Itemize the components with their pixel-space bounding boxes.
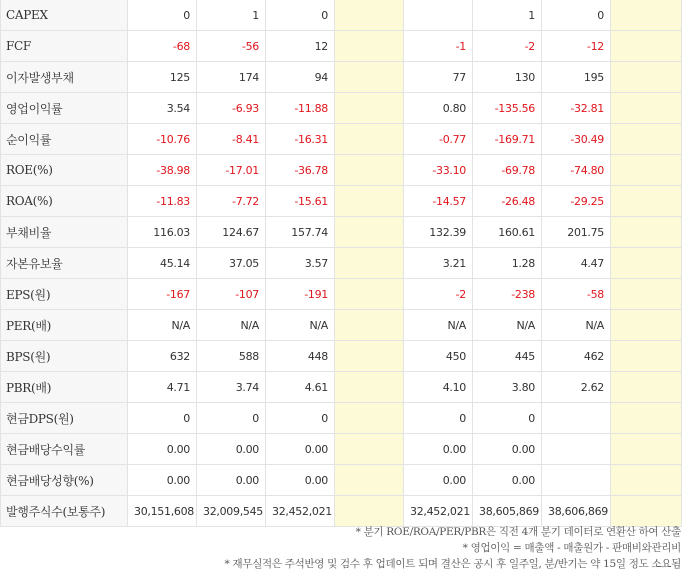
table-cell: 0 — [197, 403, 266, 434]
table-cell — [611, 341, 682, 372]
table-cell: 3.57 — [266, 248, 335, 279]
row-label: 현금DPS(원) — [1, 403, 128, 434]
table-cell — [335, 279, 404, 310]
table-cell: -169.71 — [473, 124, 542, 155]
table-cell: N/A — [128, 310, 197, 341]
table-cell: 32,452,021 — [404, 496, 473, 527]
table-cell — [335, 155, 404, 186]
table-row — [1, 217, 682, 248]
table-cell: -107 — [197, 279, 266, 310]
table-cell: 0.00 — [128, 434, 197, 465]
table-cell: 174 — [197, 62, 266, 93]
row-label: 영업이익률 — [1, 93, 128, 124]
table-cell: 32,009,545 — [197, 496, 266, 527]
table-cell: N/A — [197, 310, 266, 341]
footnotes — [0, 524, 681, 572]
table-cell: -238 — [473, 279, 542, 310]
table-cell — [335, 186, 404, 217]
table-cell: 0.80 — [404, 93, 473, 124]
table-cell: -7.72 — [197, 186, 266, 217]
table-cell: 0.00 — [404, 434, 473, 465]
table-cell — [335, 93, 404, 124]
table-cell — [611, 403, 682, 434]
row-label: 발행주식수(보통주) — [1, 496, 128, 527]
table-cell: -8.41 — [197, 124, 266, 155]
table-cell — [542, 434, 611, 465]
table-cell: 130 — [473, 62, 542, 93]
row-label: ROA(%) — [1, 186, 128, 217]
table-cell: -69.78 — [473, 155, 542, 186]
table-cell: -29.25 — [542, 186, 611, 217]
table-cell: 0.00 — [197, 434, 266, 465]
table-cell: N/A — [473, 310, 542, 341]
row-label: 이자발생부채 — [1, 62, 128, 93]
table-cell: 2.62 — [542, 372, 611, 403]
table-row — [1, 496, 682, 527]
table-cell — [335, 217, 404, 248]
table-cell: -74.80 — [542, 155, 611, 186]
footnote-operating-profit: * 영업이익 = 매출액 - 매출원가 - 판매비와관리비 — [462, 542, 681, 554]
table-cell: -56 — [197, 31, 266, 62]
table-cell — [611, 31, 682, 62]
table-row — [1, 124, 682, 155]
table-row — [1, 155, 682, 186]
table-cell — [611, 93, 682, 124]
table-cell — [611, 217, 682, 248]
table-cell: -36.78 — [266, 155, 335, 186]
footnote-update-schedule: * 재무실적은 주석반영 및 검수 후 업데이트 되며 결산은 공시 후 일주일, 분/반기는 약 15일 정도 소요됨 — [224, 558, 681, 570]
table-cell: 0 — [128, 0, 197, 31]
table-cell: N/A — [266, 310, 335, 341]
table-cell: -10.76 — [128, 124, 197, 155]
table-cell: 0 — [404, 403, 473, 434]
table-cell: 30,151,608 — [128, 496, 197, 527]
table-cell: -0.77 — [404, 124, 473, 155]
table-cell: 124.67 — [197, 217, 266, 248]
table-row — [1, 248, 682, 279]
table-cell: 1.28 — [473, 248, 542, 279]
table-row — [1, 434, 682, 465]
table-row — [1, 403, 682, 434]
table-cell — [611, 310, 682, 341]
table-cell: -32.81 — [542, 93, 611, 124]
table-cell — [335, 434, 404, 465]
table-cell: 0.00 — [266, 465, 335, 496]
table-cell — [611, 0, 682, 31]
table-cell — [611, 155, 682, 186]
table-cell: 4.61 — [266, 372, 335, 403]
table-cell — [611, 186, 682, 217]
table-cell — [611, 465, 682, 496]
table-cell: 588 — [197, 341, 266, 372]
table-cell: 0.00 — [197, 465, 266, 496]
table-cell: 0.00 — [128, 465, 197, 496]
row-label: PBR(배) — [1, 372, 128, 403]
table-cell: 3.54 — [128, 93, 197, 124]
table-cell: -135.56 — [473, 93, 542, 124]
table-cell — [335, 0, 404, 31]
table-cell — [335, 341, 404, 372]
table-cell: 12 — [266, 31, 335, 62]
table-cell: 125 — [128, 62, 197, 93]
table-cell: -11.83 — [128, 186, 197, 217]
table-cell: -12 — [542, 31, 611, 62]
table-cell: 448 — [266, 341, 335, 372]
table-cell: 3.21 — [404, 248, 473, 279]
table-cell — [611, 248, 682, 279]
table-cell: -15.61 — [266, 186, 335, 217]
row-label: 순이익률 — [1, 124, 128, 155]
table-cell: -14.57 — [404, 186, 473, 217]
table-cell: 157.74 — [266, 217, 335, 248]
table-row — [1, 0, 682, 31]
table-cell: -6.93 — [197, 93, 266, 124]
table-cell — [335, 248, 404, 279]
table-row — [1, 93, 682, 124]
table-cell — [611, 372, 682, 403]
table-cell: 632 — [128, 341, 197, 372]
table-cell: 160.61 — [473, 217, 542, 248]
table-cell: 4.71 — [128, 372, 197, 403]
table-cell: 0.00 — [473, 465, 542, 496]
row-label: ROE(%) — [1, 155, 128, 186]
table-cell: 0 — [473, 403, 542, 434]
table-cell — [335, 124, 404, 155]
table-row — [1, 62, 682, 93]
row-label: 부채비율 — [1, 217, 128, 248]
table-cell: -33.10 — [404, 155, 473, 186]
table-cell: 32,452,021 — [266, 496, 335, 527]
table-cell: -30.49 — [542, 124, 611, 155]
table-cell — [335, 31, 404, 62]
table-cell: N/A — [542, 310, 611, 341]
table-cell: N/A — [404, 310, 473, 341]
row-label: CAPEX — [1, 0, 128, 31]
table-cell: 4.47 — [542, 248, 611, 279]
table-row — [1, 341, 682, 372]
table-cell: 450 — [404, 341, 473, 372]
table-cell: 0 — [266, 403, 335, 434]
table-cell — [611, 496, 682, 527]
row-label: 현금배당성향(%) — [1, 465, 128, 496]
footnote-quarterly-annualized: * 분기 ROE/ROA/PER/PBR은 직전 4개 분기 데이터로 연환산 하여 산출 — [355, 526, 681, 538]
table-cell: -11.88 — [266, 93, 335, 124]
table-cell: -38.98 — [128, 155, 197, 186]
table-cell: 3.80 — [473, 372, 542, 403]
table-cell: 201.75 — [542, 217, 611, 248]
table-cell: -58 — [542, 279, 611, 310]
table-cell: 0.00 — [404, 465, 473, 496]
table-cell: 77 — [404, 62, 473, 93]
table-cell: 4.10 — [404, 372, 473, 403]
table-cell: 38,605,869 — [473, 496, 542, 527]
table-cell: -26.48 — [473, 186, 542, 217]
row-label: 현금배당수익률 — [1, 434, 128, 465]
table-row — [1, 279, 682, 310]
table-cell: 116.03 — [128, 217, 197, 248]
table-cell: -16.31 — [266, 124, 335, 155]
table-cell: 132.39 — [404, 217, 473, 248]
table-cell: 3.74 — [197, 372, 266, 403]
table-cell: 45.14 — [128, 248, 197, 279]
table-cell: 462 — [542, 341, 611, 372]
row-label: PER(배) — [1, 310, 128, 341]
table-cell: -2 — [404, 279, 473, 310]
row-label: BPS(원) — [1, 341, 128, 372]
table-cell: -191 — [266, 279, 335, 310]
table-cell: -68 — [128, 31, 197, 62]
table-row — [1, 465, 682, 496]
financial-table-body — [1, 0, 682, 527]
table-cell — [335, 496, 404, 527]
table-cell: 38,606,869 — [542, 496, 611, 527]
table-cell: 37.05 — [197, 248, 266, 279]
table-cell — [335, 62, 404, 93]
table-cell: 0 — [128, 403, 197, 434]
table-cell — [611, 279, 682, 310]
table-cell: 0 — [266, 0, 335, 31]
table-cell: -17.01 — [197, 155, 266, 186]
table-cell: 0.00 — [266, 434, 335, 465]
table-cell — [335, 310, 404, 341]
table-cell — [335, 372, 404, 403]
table-cell: 94 — [266, 62, 335, 93]
row-label: 자본유보율 — [1, 248, 128, 279]
table-cell: -1 — [404, 31, 473, 62]
table-cell — [542, 465, 611, 496]
table-cell — [335, 465, 404, 496]
table-cell — [611, 124, 682, 155]
table-cell: 195 — [542, 62, 611, 93]
table-cell: 0 — [542, 0, 611, 31]
table-row — [1, 186, 682, 217]
table-cell: 445 — [473, 341, 542, 372]
table-cell — [611, 434, 682, 465]
table-row — [1, 372, 682, 403]
table-cell: -2 — [473, 31, 542, 62]
table-cell: -167 — [128, 279, 197, 310]
table-row — [1, 31, 682, 62]
table-cell — [335, 403, 404, 434]
row-label: FCF — [1, 31, 128, 62]
table-cell: 1 — [197, 0, 266, 31]
table-cell — [542, 403, 611, 434]
table-cell: 0.00 — [473, 434, 542, 465]
table-cell — [611, 62, 682, 93]
table-cell: 1 — [473, 0, 542, 31]
table-cell — [404, 0, 473, 31]
table-row — [1, 310, 682, 341]
row-label: EPS(원) — [1, 279, 128, 310]
